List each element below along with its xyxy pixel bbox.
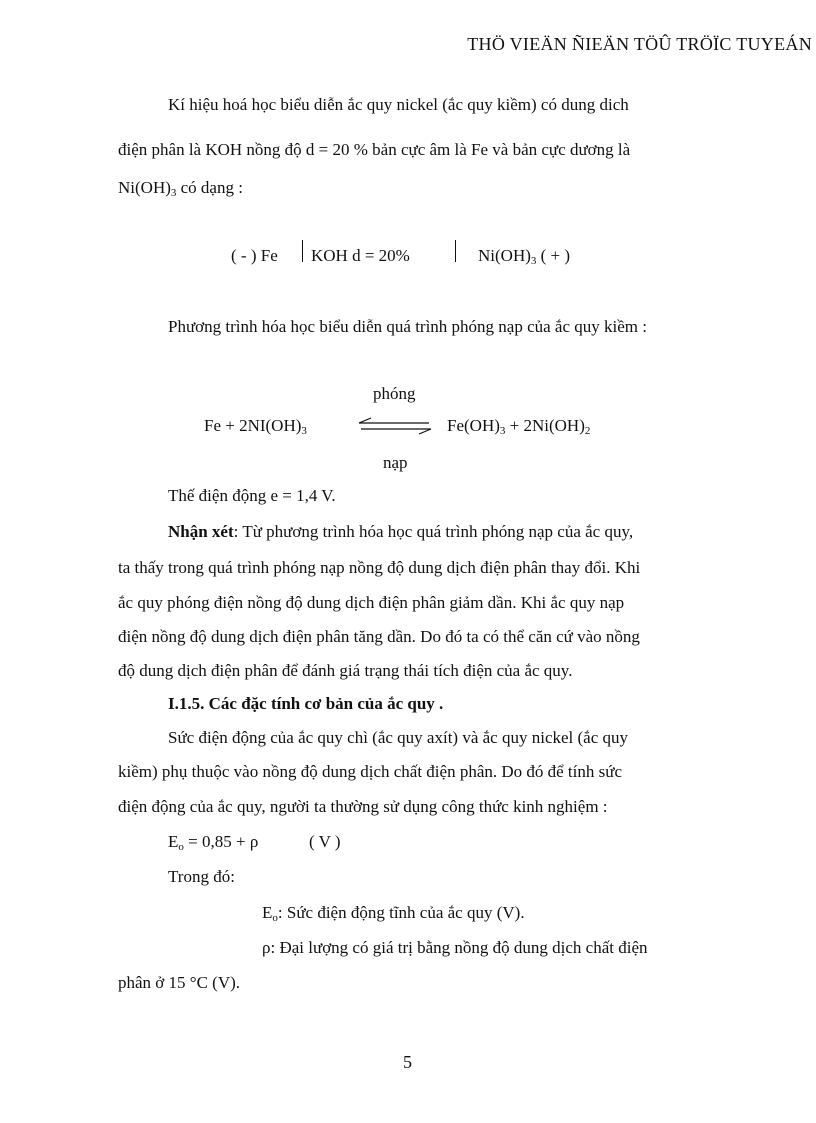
cell-electrolyte: KOH d = 20% [311, 246, 410, 265]
para1-line2: điện phân là KOH nồng độ d = 20 % bản cực âm là Fe và bản cực dương là [118, 140, 631, 159]
para3-line3: điện động của ắc quy, người ta thường sử dụng công thức kinh nghiệm : [118, 797, 608, 816]
para3-line2: kiềm) phụ thuộc vào nồng độ dung dịch chất điện phân. Do đó để tính sức [118, 762, 623, 781]
remark-line2: ta thấy trong quá trình phóng nạp nồng độ dung dịch điện phân thay đổi. Khi [118, 558, 641, 577]
remark-line1 [168, 522, 633, 542]
emf-line: Thế điện động e = 1,4 V. [168, 486, 336, 505]
where-label: Trong đó: [168, 867, 235, 886]
reaction-rhs-a: Fe(OH) [447, 416, 500, 435]
page-number: 5 [403, 1052, 412, 1072]
reaction-rhs-a-subscript: 3 [499, 425, 506, 437]
arrow-label-discharge: phóng [373, 384, 416, 403]
para2: Phương trình hóa học biểu diễn quá trình phóng nạp của ắc quy kiềm : [168, 317, 647, 336]
phase-boundary-2 [455, 240, 456, 262]
section-heading: I.1.5. Các đặc tính cơ bản của ắc quy . [168, 694, 444, 713]
remark-line5: độ dung dịch điện phân để đánh giá trạng thái tích điện của ắc quy. [118, 661, 573, 680]
remark-label: Nhận xét [168, 522, 234, 541]
cell-positive-sign: ( + ) [536, 246, 571, 265]
definition-eo-subscript: o [272, 912, 278, 924]
para3-line1: Sức điện động của ắc quy chì (ắc quy axít) và ắc quy nickel (ắc quy [168, 728, 629, 747]
running-header: THÖ VIEÄN ÑIEÄN TÖÛ TRÖÏC TUYEÁN [467, 34, 812, 54]
remark-line4: điện nồng độ dung dịch điện phân tăng dần. Do đó ta có thể căn cứ vào nồng [118, 627, 640, 646]
emf-formula-rhs: = 0,85 + ρ [183, 832, 259, 851]
para1-line3 [118, 178, 243, 199]
definition-eo-text: : Sức điện động tĩnh của ắc quy (V). [277, 903, 525, 922]
reaction-rhs-b-subscript: 2 [584, 425, 591, 437]
reaction-lhs-formula: Fe + 2NI(OH) [204, 416, 302, 435]
cell-positive-subscript: 3 [530, 255, 537, 267]
emf-symbol-subscript: o [178, 841, 184, 853]
para1-line3-rest: có dạng : [176, 178, 243, 197]
nioh-formula: Ni(OH) [118, 178, 171, 197]
cell-positive [478, 246, 570, 267]
definition-eo-symbol: E [262, 903, 273, 922]
emf-symbol: E [168, 832, 179, 851]
reversible-arrow-icon [355, 417, 435, 435]
reaction-rhs [447, 416, 590, 437]
remark-line1-text: : Từ phương trình hóa học quá trình phóng nạp của ắc quy, [233, 522, 634, 541]
definition-eo [262, 903, 525, 924]
cell-positive-formula: Ni(OH) [478, 246, 531, 265]
reaction-rhs-b: + 2Ni(OH) [505, 416, 585, 435]
emf-formula [168, 832, 258, 853]
para1-line1: Kí hiệu hoá học biểu diễn ắc quy nickel (ắc quy kiềm) có dung dich [168, 95, 629, 114]
cell-negative: ( - ) Fe [231, 246, 278, 265]
definition-rho-line1: ρ: Đại lượng có giá trị bằng nồng độ dung dịch chất điện [262, 938, 648, 957]
definition-rho-line2: phân ở 15 °C (V). [118, 973, 241, 992]
phase-boundary-1 [302, 240, 303, 262]
nioh-subscript: 3 [170, 187, 177, 199]
remark-line3: ắc quy phóng điện nồng độ dung dịch điện phân giảm dần. Khi ắc quy nạp [118, 593, 625, 612]
emf-formula-unit: ( V ) [309, 832, 341, 851]
reaction-lhs-subscript: 3 [301, 425, 307, 437]
arrow-label-charge: nạp [383, 453, 408, 472]
reaction-lhs [204, 416, 307, 437]
